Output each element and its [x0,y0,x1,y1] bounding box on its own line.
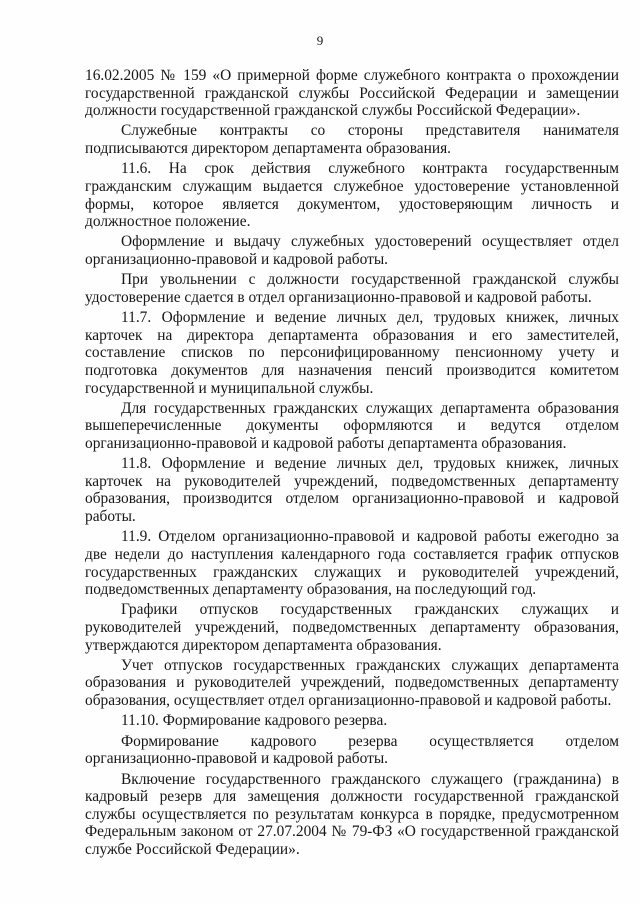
paragraph-vacation-accounting: Учет отпусков государственных гражданских служащих департамента образования и руководителей учреждений, подведомственных департаменту образования, осуществляет отдел организационно-правовой и кадровой работы. [85,656,619,710]
paragraph-civil-servants-documents: Для государственных гражданских служащих департамента образования вышеперечисленные документы оформляются и ведутся отделом организационно-правовой и кадровой работы департамента образования. [85,399,619,452]
paragraph-11-9: 11.9. Отделом организационно-правовой и кадровой работы ежегодно за две недели до наступления календарного года составляется график отпусков государственных гражданских служащих и руководителей учреждений, подведомственных департаменту образования, на последующий год. [85,528,619,599]
paragraph-11-6: 11.6. На срок действия служебного контракта государственным гражданским служащим выдается служебное удостоверение установленной формы, которое является документом, удостоверяющим личность и должностное положение. [85,160,619,231]
paragraph-continuation: 16.02.2005 № 159 «О примерной форме служебного контракта о прохождении государственной гражданской службы Российской Федерации и замещении должности государственной гражданской службы Российской Федерации». [85,67,619,120]
paragraph-reserve-formation: Формирование кадрового резерва осуществляется отделом организационно-правовой и кадровой работы. [85,732,619,768]
document-body [85,67,619,861]
paragraph-id-issuance: Оформление и выдачу служебных удостоверений осуществляет отдел организационно-правовой и кадровой работы. [85,233,619,268]
paragraph-reserve-inclusion: Включение государственного гражданского служащего (гражданина) в кадровый резерв для замещения должности государственной гражданской службы осуществляется по результатам конкурса в порядке, предусмотренном Федеральным законом от 27.07.2004 № 79-ФЗ «О государственной гражданской службе Российской Федерации». [85,770,619,858]
paragraph-id-return: При увольнении с должности государственной гражданской службы удостоверение сдается в отдел организационно-правовой и кадровой работы. [85,271,619,306]
paragraph-11-10-heading: 11.10. Формирование кадрового резерва. [121,712,388,730]
paragraph-contract-signing: Служебные контракты со стороны представителя нанимателя подписываются директором департамента образования. [85,122,619,158]
page-number: 9 [316,33,324,48]
paragraph-11-8: 11.8. Оформление и ведение личных дел, трудовых книжек, личных карточек на руководителей учреждений, подведомственных департаменту образования, производится отделом организационно-правовой и кадровой работы. [85,455,619,526]
paragraph-vacation-schedules: Графики отпусков государственных гражданских служащих и руководителей учреждений, подведомственных департаменту образования, утверждаются директором департамента образования. [85,601,619,654]
paragraph-11-7: 11.7. Оформление и ведение личных дел, трудовых книжек, личных карточек на директора департамента образования и его заместителей, составление списков по персонифицированному пенсионному учету и подготовка документов для назначения пенсий производится комитетом государственной и муниципальной службы. [85,309,619,397]
